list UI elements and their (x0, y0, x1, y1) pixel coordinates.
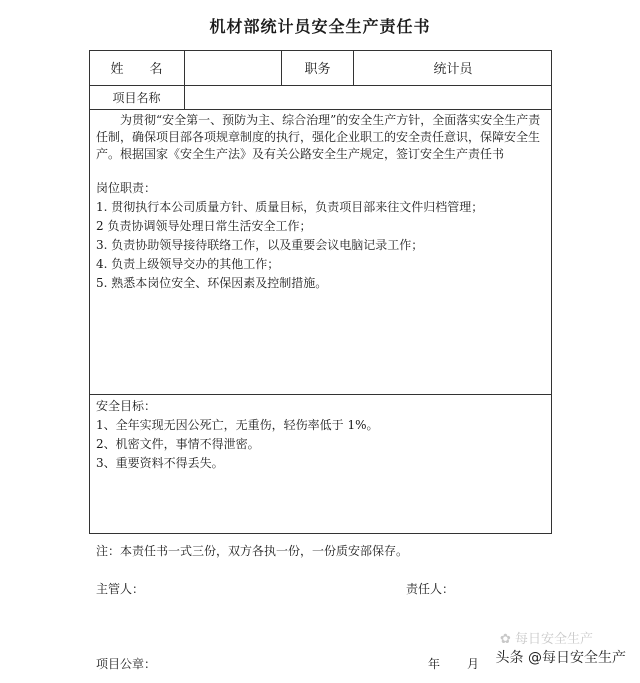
duty-item: 2 负责协调领导处理日常生活安全工作； (96, 219, 312, 233)
duty-item: 3. 负责协助领导接待联络工作，以及重要会议电脑记录工作； (96, 238, 424, 252)
goal-item: 2、机密文件，事情不得泄密。 (96, 437, 260, 451)
duties-title: 岗位职责： (96, 181, 157, 195)
position-label: 职务 (304, 62, 331, 77)
document-title: 机材部统计员安全生产责任书 (209, 17, 431, 36)
name-label: 姓 名 (110, 62, 163, 77)
goals-title: 安全目标： (96, 399, 157, 413)
goal-item: 1、全年实现无因公死亡，无重伤，轻伤率低于 1%。 (96, 418, 379, 432)
month-label: 月 (467, 657, 480, 671)
position-value: 统计员 (433, 62, 473, 77)
year-label: 年 (428, 657, 441, 671)
responsible-label: 责任人： (406, 582, 455, 596)
goal-item: 3、重要资料不得丢失。 (96, 456, 224, 470)
project-seal-label: 项目公章： (96, 657, 157, 671)
duty-item: 5. 熟悉本岗位安全、环保因素及控制措施。 (96, 276, 328, 290)
source-watermark: 头条 @每日安全生产 (495, 650, 626, 666)
name-value-field[interactable] (185, 50, 281, 85)
project-name-value-field[interactable] (185, 85, 552, 109)
watermark-icon: ✿ (500, 632, 516, 647)
faint-watermark: ✿ 每日安全生产 (500, 632, 594, 647)
supervisor-label: 主管人： (96, 582, 145, 596)
row-divider (89, 109, 552, 110)
intro-paragraph: 为贯彻“安全第一、预防为主、综合治理”的安全生产方针，全面落实安全生产责任制，确保项目部各项规章制度的执行，强化企业职工的安全责任意识，保障安全生产。根据国家《安全生产法》及有关公路安全生产规定，签订安全生产责任书 (96, 113, 541, 161)
duty-item: 4. 负责上级领导交办的其他工作； (96, 257, 280, 271)
note-text: 注：本责任书一式三份，双方各执一份，一份质安部保存。 (96, 544, 409, 558)
project-name-label: 项目名称 (112, 90, 161, 105)
duty-item: 1. 贯彻执行本公司质量方针、质量目标，负责项目部来往文件归档管理； (96, 200, 484, 214)
row-divider (89, 394, 552, 395)
